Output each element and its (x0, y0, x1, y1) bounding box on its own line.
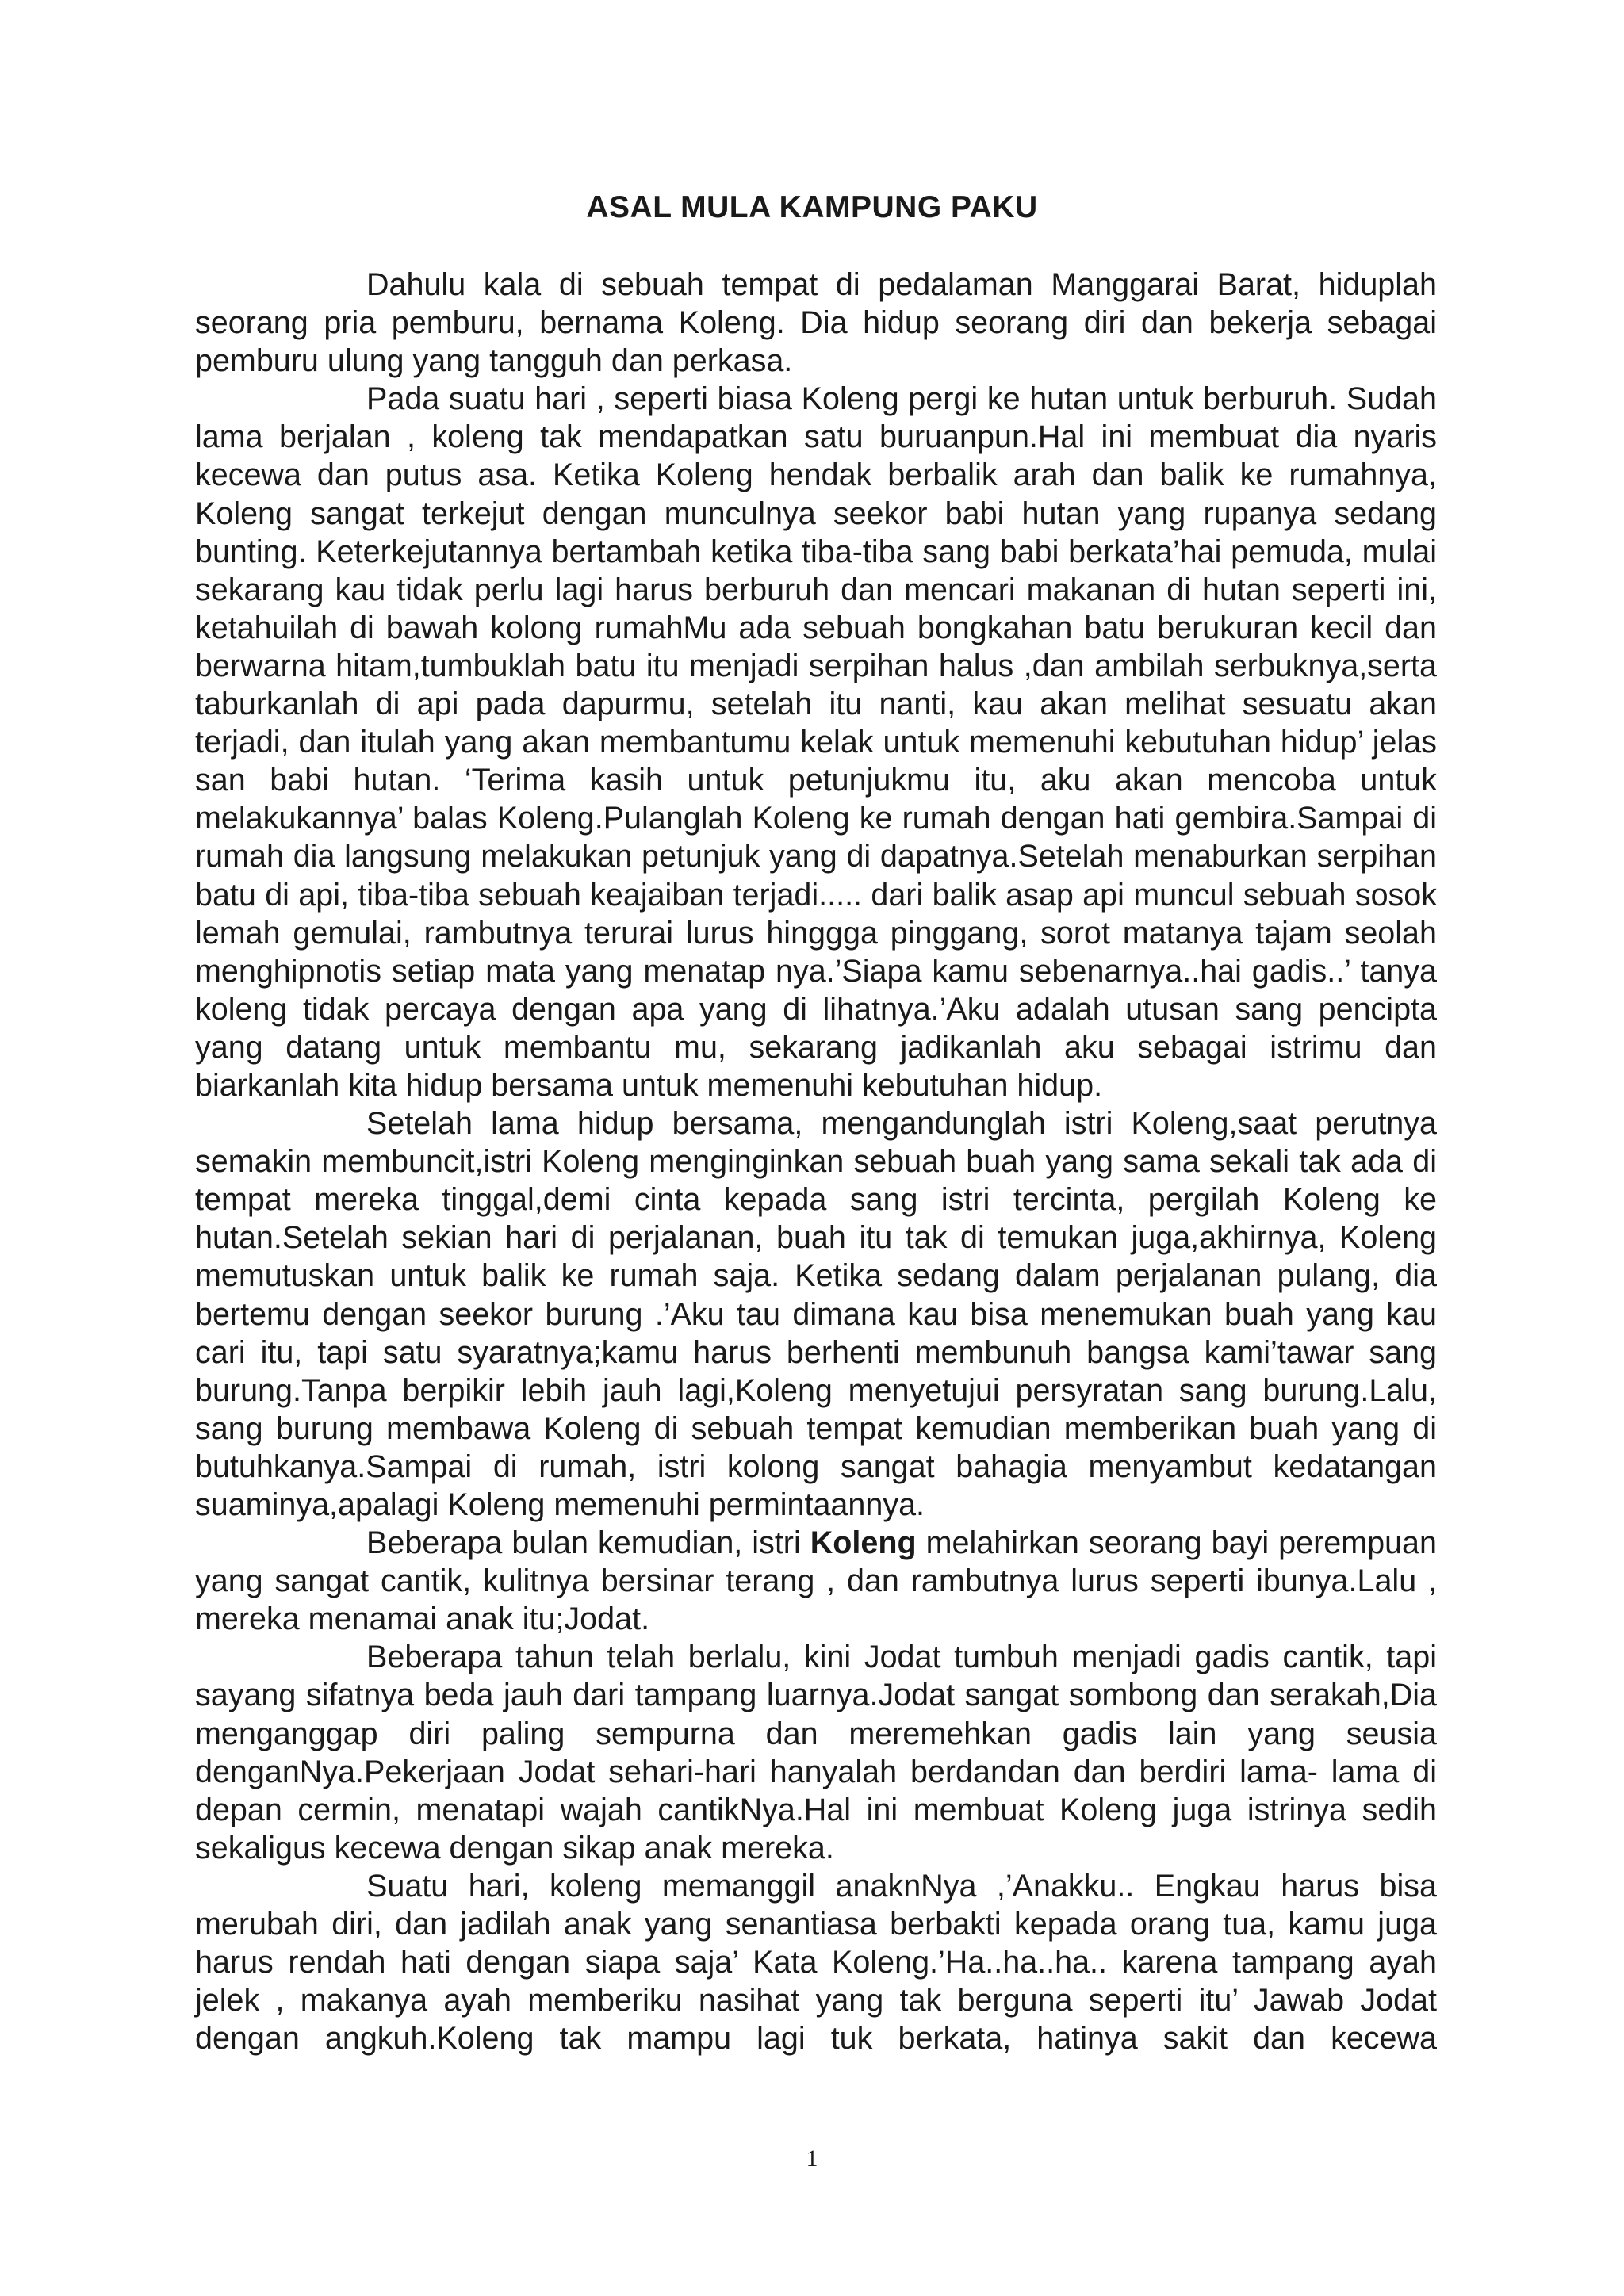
paragraph-4 (195, 1524, 1437, 1638)
document-title: ASAL MULA KAMPUNG PAKU (586, 190, 1038, 224)
paragraph-4-start: Beberapa bulan kemudian, istri (366, 1525, 810, 1561)
bold-name-koleng: Koleng (810, 1525, 917, 1561)
paragraph-1: Dahulu kala di sebuah tempat di pedalaman Manggarai Barat, hiduplah seorang pria pemburu, bernama Koleng. Dia hidup seorang diri dan bekerja sebagai pemburu ulung yang tangguh dan perkasa. (195, 267, 1437, 379)
paragraph-6: Suatu hari, koleng memanggil anaknNya ,’Anakku.. Engkau harus bisa merubah diri, dan jadilah anak yang senantiasa berbakti kepada orang tua, kamu juga harus rendah hati dengan siapa saja’ Kata Koleng.’Ha..ha..ha.. karena tampang ayah jelek , makanya ayah memberiku nasihat yang tak berguna seperti itu’ Jawab Jodat dengan angkuh.Koleng tak mampu lagi tuk berkata, hatinya sakit dan kecewa (195, 1868, 1437, 2057)
paragraph-4-end: melahirkan seorang bayi perempuan yang sangat cantik, kulitnya bersinar terang , dan rambutnya lurus seperti ibunya.Lalu , mereka menamai anak itu;Jodat. (195, 1525, 1437, 1637)
paragraph-3: Setelah lama hidup bersama, mengandunglah istri Koleng,saat perutnya semakin membuncit,istri Koleng menginginkan sebuah buah yang sama sekali tak ada di tempat mereka tinggal,demi cinta kepada sang istri tercinta, pergilah Koleng ke hutan.Setelah sekian hari di perjalanan, buah itu tak di temukan juga,akhirnya, Koleng memutuskan untuk balik ke rumah saja. Ketika sedang dalam perjalanan pulang, dia bertemu dengan seekor burung .’Aku tau dimana kau bisa menemukan buah yang kau cari itu, tapi satu syaratnya;kamu harus berhenti membunuh bangsa kami’tawar sang burung.Tanpa berpikir lebih jauh lagi,Koleng menyetujui persyratan sang burung.Lalu, sang burung membawa Koleng di sebuah tempat kemudian memberikan buah yang di butuhkanya.Sampai di rumah, istri kolong sangat bahagia menyambut kedatangan suaminya,apalagi Koleng memenuhi permintaannya. (195, 1106, 1437, 1522)
page-number: 1 (806, 2145, 818, 2172)
document-body (195, 266, 1437, 2057)
paragraph-5: Beberapa tahun telah berlalu, kini Jodat tumbuh menjadi gadis cantik, tapi sayang sifatnya beda jauh dari tampang luarnya.Jodat sangat sombong dan serakah,Dia menganggap diri paling sempurna dan meremehkan gadis lain yang seusia denganNya.Pekerjaan Jodat sehari-hari hanyalah berdandan dan berdiri lama- lama di depan cermin, menatapi wajah cantikNya.Hal ini membuat Koleng juga istrinya sedih sekaligus kecewa dengan sikap anak mereka. (195, 1640, 1437, 1866)
paragraph-2: Pada suatu hari , seperti biasa Koleng pergi ke hutan untuk berburuh. Sudah lama berjalan , koleng tak mendapatkan satu buruanpun.Hal ini membuat dia nyaris kecewa dan putus asa. Ketika Koleng hendak berbalik arah dan balik ke rumahnya, Koleng sangat terkejut dengan munculnya seekor babi hutan yang rupanya sedang bunting. Keterkejutannya bertambah ketika tiba-tiba sang babi berkata’hai pemuda, mulai sekarang kau tidak perlu lagi harus berburuh dan mencari makanan di hutan seperti ini, ketahuilah di bawah kolong rumahMu ada sebuah bongkahan batu berukuran kecil dan berwarna hitam,tumbuklah batu itu menjadi serpihan halus ,dan ambilah serbuknya,serta taburkanlah di api pada dapurmu, setelah itu nanti, kau akan melihat sesuatu akan terjadi, dan itulah yang akan membantumu kelak untuk memenuhi kebutuhan hidup’ jelas san babi hutan. ‘Terima kasih untuk petunjukmu itu, aku akan mencoba untuk melakukannya’ balas Koleng.Pulanglah Koleng ke rumah dengan hati gembira.Sampai di rumah dia langsung melakukan petunjuk yang di dapatnya.Setelah menaburkan serpihan batu di api, tiba-tiba sebuah keajaiban terjadi..... dari balik asap api muncul sebuah sosok lemah gemulai, rambutnya terurai lurus hinggga pinggang, sorot matanya tajam seolah menghipnotis setiap mata yang menatap nya.’Siapa kamu sebenarnya..hai gadis..’ tanya koleng tidak percaya dengan apa yang di lihatnya.’Aku adalah utusan sang pencipta yang datang untuk membantu mu, sekarang jadikanlah aku sebagai istrimu dan biarkanlah kita hidup bersama untuk memenuhi kebutuhan hidup. (195, 381, 1437, 1103)
